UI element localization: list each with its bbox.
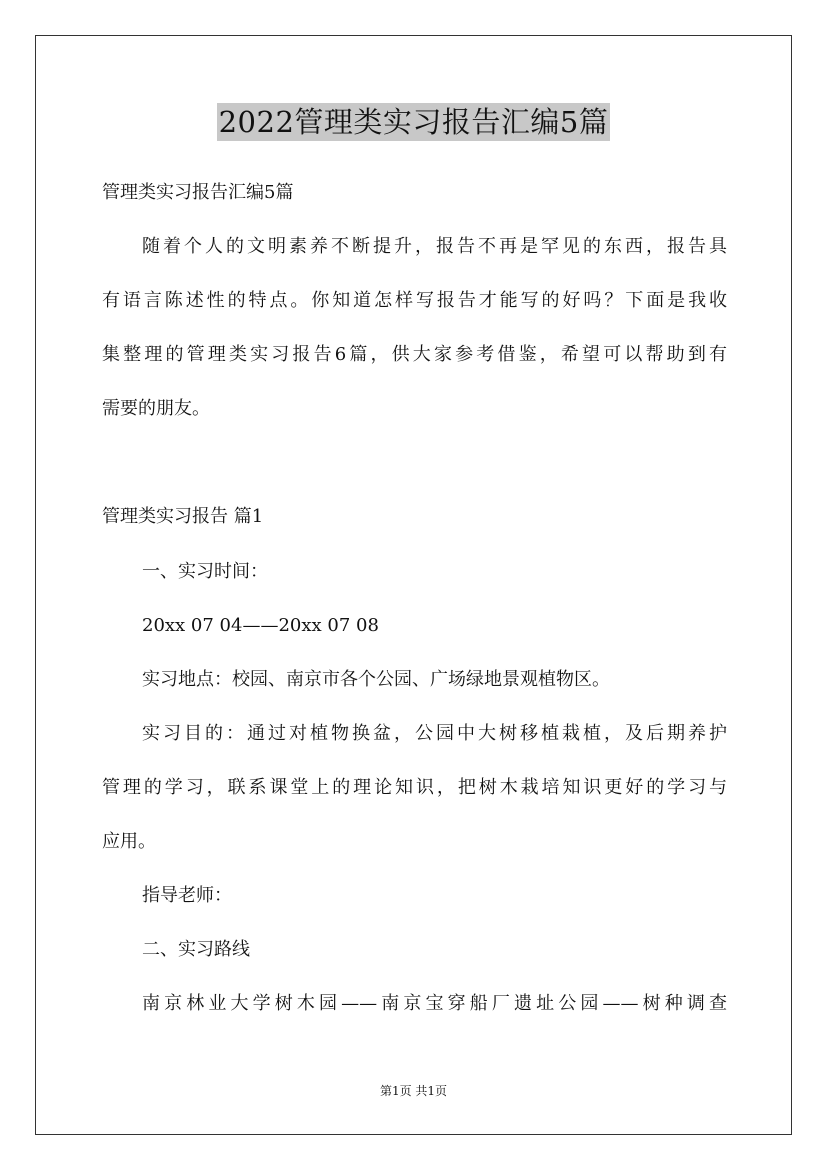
advisor-line: 指导老师： xyxy=(142,885,232,906)
document-title: 2022管理类实习报告汇编5篇 xyxy=(218,105,609,139)
intro-line-1: 随着个人的文明素养不断提升，报告不再是罕见的东西，报告具 xyxy=(142,236,727,257)
intro-line-2: 有语言陈述性的特点。你知道怎样写报告才能写的好吗？下面是我收 xyxy=(102,290,727,311)
route-label: 二、实习路线 xyxy=(142,939,250,960)
time-label: 一、实习时间： xyxy=(142,561,268,582)
route-line: 南京林业大学树木园——南京宝穿船厂遗址公园——树种调查 xyxy=(142,993,727,1014)
purpose-line-3: 应用。 xyxy=(102,831,156,852)
intro-line-3: 集整理的管理类实习报告6篇，供大家参考借鉴，希望可以帮助到有 xyxy=(102,344,727,365)
location-line: 实习地点：校园、南京市各个公园、广场绿地景观植物区。 xyxy=(142,669,610,690)
document-subtitle: 管理类实习报告汇编5篇 xyxy=(102,182,294,203)
purpose-line-2: 管理的学习，联系课堂上的理论知识，把树木栽培知识更好的学习与 xyxy=(102,777,727,798)
time-value: 20xx 07 04——20xx 07 08 xyxy=(142,615,379,636)
intro-line-4: 需要的朋友。 xyxy=(102,398,210,419)
purpose-line-1: 实习目的：通过对植物换盆，公园中大树移植栽植，及后期养护 xyxy=(142,723,727,744)
section-heading: 管理类实习报告 篇1 xyxy=(102,506,264,527)
page-footer: 第1页 共1页 xyxy=(379,1084,448,1098)
title-wrapper xyxy=(0,103,827,141)
